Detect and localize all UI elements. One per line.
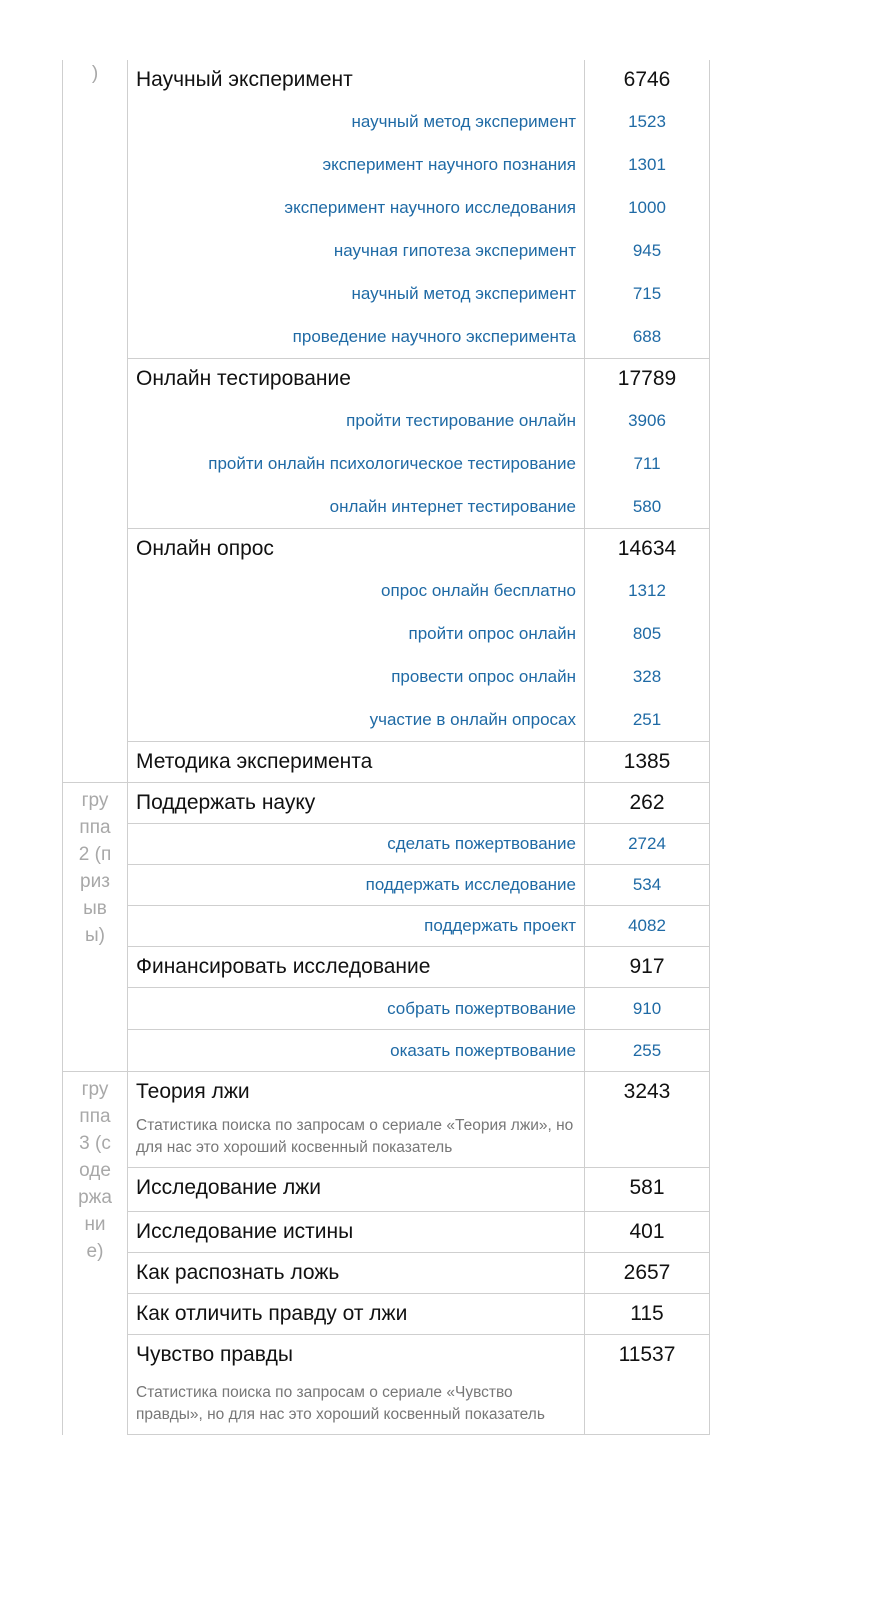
table-row: [128, 1029, 710, 1071]
subquery-count: 715: [585, 272, 710, 315]
table-row: [128, 1072, 710, 1167]
group-label-cell: [62, 783, 128, 1071]
group-body: [128, 1072, 710, 1435]
keyword-term: Чувство правды: [136, 1343, 293, 1366]
subquery-term: проведение научного эксперимента: [128, 315, 585, 358]
subquery-count: 910: [585, 988, 710, 1029]
group-label: группа 3 (содержание): [78, 1079, 112, 1262]
group-label: группа 2 (призывы): [78, 790, 112, 946]
table-row: [128, 186, 710, 229]
subquery-term: научная гипотеза эксперимент: [128, 229, 585, 272]
table-row: [128, 272, 710, 315]
group-label: ): [91, 63, 99, 84]
subquery-count: 805: [585, 612, 710, 655]
keyword-term: Поддержать науку: [128, 783, 585, 823]
table-row: [128, 1252, 710, 1293]
table-row: [128, 864, 710, 905]
table-row: [128, 485, 710, 528]
table-row: [128, 442, 710, 485]
subquery-term: поддержать исследование: [128, 865, 585, 905]
keyword-count: 17789: [585, 359, 710, 399]
keyword-term: Исследование лжи: [128, 1168, 585, 1211]
keyword-count: 917: [585, 947, 710, 987]
group-label-cell: [62, 60, 128, 782]
keyword-count: 262: [585, 783, 710, 823]
keyword-count: 1385: [585, 742, 710, 782]
keyword-note: Статистика поиска по запросам о сериале «Теория лжи», но для нас это хороший косвенный показатель: [136, 1117, 574, 1156]
table-row: [128, 1293, 710, 1334]
subquery-count: 711: [585, 442, 710, 485]
table-row: [128, 143, 710, 186]
subquery-count: 1301: [585, 143, 710, 186]
subquery-count: 1312: [585, 569, 710, 612]
table-row: [128, 946, 710, 987]
table-row: [128, 569, 710, 612]
table-row: [128, 783, 710, 823]
keyword-count: 3243: [585, 1072, 710, 1167]
keyword-term: Методика эксперимента: [128, 742, 585, 782]
subquery-term: научный метод эксперимент: [128, 100, 585, 143]
table-row: [128, 987, 710, 1029]
subquery-count: 255: [585, 1030, 710, 1071]
group-body: [128, 60, 710, 782]
table-row: [128, 823, 710, 864]
table-row: [128, 1334, 710, 1435]
group-3: [62, 1071, 710, 1435]
keyword-count: 581: [585, 1168, 710, 1211]
table-row: [128, 528, 710, 569]
table-row: [128, 399, 710, 442]
subquery-term: опрос онлайн бесплатно: [128, 569, 585, 612]
keyword-term: Теория лжи: [136, 1080, 250, 1103]
subquery-count: 4082: [585, 906, 710, 946]
table-row: [128, 229, 710, 272]
table-row: [128, 358, 710, 399]
subquery-term: научный метод эксперимент: [128, 272, 585, 315]
subquery-count: 1000: [585, 186, 710, 229]
table-row: [128, 698, 710, 741]
table-row: [128, 60, 710, 100]
subquery-term: эксперимент научного познания: [128, 143, 585, 186]
subquery-count: 328: [585, 655, 710, 698]
group-body: [128, 783, 710, 1071]
keyword-count: 14634: [585, 529, 710, 569]
subquery-count: 534: [585, 865, 710, 905]
subquery-count: 2724: [585, 824, 710, 864]
group-label-cell: [62, 1072, 128, 1435]
table-row: [128, 612, 710, 655]
keyword-term: Онлайн тестирование: [128, 359, 585, 399]
table-row: [128, 905, 710, 946]
table-row: [128, 1167, 710, 1211]
subquery-term: участие в онлайн опросах: [128, 698, 585, 741]
subquery-count: 945: [585, 229, 710, 272]
keyword-term: Исследование истины: [128, 1212, 585, 1252]
table-row: [128, 1211, 710, 1252]
subquery-count: 3906: [585, 399, 710, 442]
subquery-term: пройти опрос онлайн: [128, 612, 585, 655]
subquery-count: 251: [585, 698, 710, 741]
subquery-term: онлайн интернет тестирование: [128, 485, 585, 528]
table-row: [128, 741, 710, 782]
subquery-count: 688: [585, 315, 710, 358]
keyword-count: 2657: [585, 1253, 710, 1293]
subquery-term: пройти тестирование онлайн: [128, 399, 585, 442]
keyword-term: Научный эксперимент: [128, 60, 585, 100]
keyword-term: Онлайн опрос: [128, 529, 585, 569]
group-2: [62, 782, 710, 1071]
keyword-count: 11537: [585, 1335, 710, 1434]
keyword-cell: [128, 1072, 585, 1167]
subquery-term: поддержать проект: [128, 906, 585, 946]
keyword-note: Статистика поиска по запросам о сериале «Чувство правды», но для нас это хороший косвенный показатель: [136, 1384, 545, 1423]
subquery-term: эксперимент научного исследования: [128, 186, 585, 229]
keyword-count: 401: [585, 1212, 710, 1252]
keyword-count: 6746: [585, 60, 710, 100]
table-row: [128, 315, 710, 358]
keyword-term: Финансировать исследование: [128, 947, 585, 987]
subquery-term: собрать пожертвование: [128, 988, 585, 1029]
table-row: [128, 100, 710, 143]
keyword-term: Как распознать ложь: [128, 1253, 585, 1293]
keyword-table: [62, 60, 710, 1435]
keyword-term: Как отличить правду от лжи: [128, 1294, 585, 1334]
subquery-count: 580: [585, 485, 710, 528]
subquery-term: провести опрос онлайн: [128, 655, 585, 698]
subquery-term: сделать пожертвование: [128, 824, 585, 864]
subquery-count: 1523: [585, 100, 710, 143]
keyword-cell: [128, 1335, 585, 1434]
group-1: [62, 60, 710, 782]
subquery-term: оказать пожертвование: [128, 1030, 585, 1071]
subquery-term: пройти онлайн психологическое тестирование: [128, 442, 585, 485]
keyword-count: 115: [585, 1294, 710, 1334]
table-row: [128, 655, 710, 698]
